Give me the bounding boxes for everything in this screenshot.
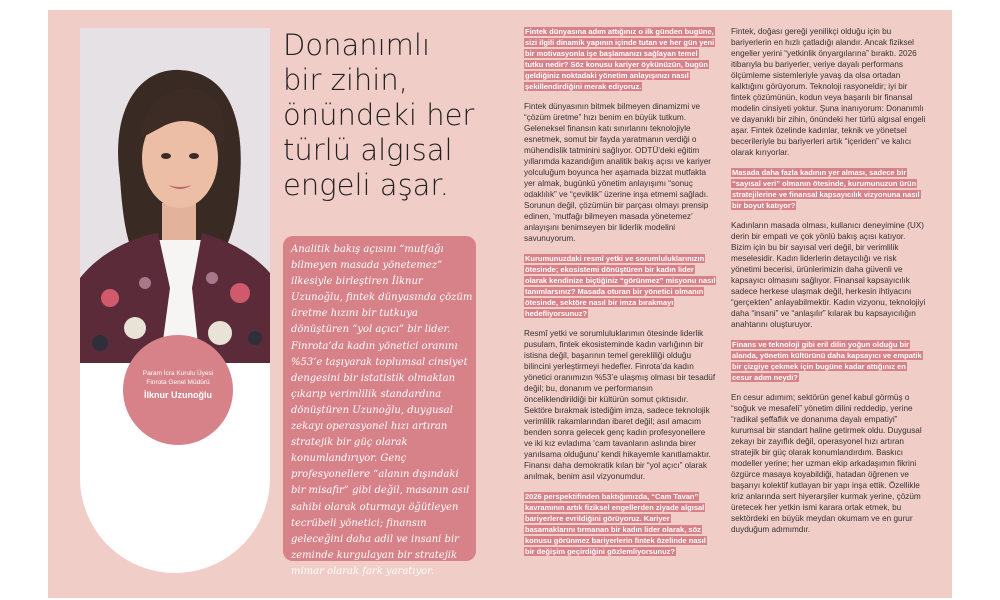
headline-line: engeli aşar. [283,168,449,202]
question-5: Finans ve teknoloji gibi eril dilin yoğun olduğu bir alanda, yönetim kültürünü daha kapsayıcı ve empatik bir çizgiye çekmek için bugüne kadar attığınız en cesur adım neydi? [732,340,922,382]
caption-role-line2: Finrota Genel Müdürü [146,379,210,386]
answer-2: Resmî yetki ve sorumluluklarımın ötesinde liderlik pusulam, fintek ekosisteminde kadın varlığının bir istisna değil, başarının temel gerekliliği olduğu bilincini yerleştirmeyi hedefler. Finrota’da kadın yönetici oranımızın %53’e ulaşmış olması bir tesadüf değil; bu, donanım ve performansın önceliklendirildiği bir kültürün somut çıktısıdır. Sektöre bırakmak istediğim imza, sadece teknolojik verimlilik rakamlarından ibaret değil; asıl amacım benden sonra gelecek genç kadın profesyonellere ve iki kız evladıma ‘cam tavanların aslında birer yanılsama olduğunu’ kendi hikayemle kanıtlamaktır. Finansı daha demokratik kılan bir “yol açıcı” olarak anılmak, benim asıl vizyonumdur. [524,329,716,481]
answer-1: Fintek dünyasının bitmek bilmeyen dinamizmi ve “çözüm üretme” hızı benim en büyük tutkum. Geleneksel finansın katı sınırlarını teknolojiyle esnetmek, somut bir fayda yaratmanın verdiği o mühendislik tatminini sağlıyor. ODTÜ’deki eğitim yıllarımda kazandığım analitik bakış açısı ve kariyer yolculuğum boyunca her aşamada bizzat mutfakta yer almak, bugünkü yönetim anlayışımı “sonuç odaklılık” ve “çeviklik” üzerine inşa etmemi sağladı. Sorunun değil, çözümün bir parçası olmayı prensip edinen, ‘mutfağı bilmeyen masada yönetemez’ anlayışını benimseyen bir liderlik modelini savunuyorum. [524,102,712,243]
question-2: Kurumunuzdaki resmî yetki ve sorumluluklarınızın ötesinde; ekosistemi dönüştüren bir kadın lider olarak kendinize biçtiğiniz “görünmez” misyonu nasıl tanımlarsınız? Masada oturan bir yönetici olmanın ötesinde, sektöre nasıl bir imza bırakmayı hedefliyorsunuz? [525,254,716,318]
portrait-card [80,28,270,573]
portrait-photo [80,28,270,363]
answer-3: Fintek, doğası gereği yenilikçi olduğu için bu bariyerlerin en hızlı çatladığı alandır. Ancak fiziksel engeller yerini “yetkinlik önyargılarına” bıraktı. 2026 itibarıyla bu bariyerler, veriye dayalı performans ölçümleme sistemleriyle yavaş da olsa ortadan kalktığını görüyorum. Teknoloji rasyoneldir; iyi bir fintek çözümünün, kodun veya başarılı bir finansal modelin cinsiyeti yoktur. Şuna inanıyorum: Donanımlı ve dayanıklı bir zihin, önündeki her türlü algısal engeli aşar. Fintek özelinde kadınlar, teknik ve yönetsel becerileriyle bu bariyerleri artık “içeriden” ve kalıcı olarak kırıyorlar. [731,27,926,157]
caption-badge [123,335,233,445]
headline-line: önündeki her [283,98,475,132]
question-3: 2026 perspektifinden baktığımızda, “Cam Tavan” kavramının artık fiziksel engellerden ziyade algısal bariyerlere evrildiğini görüyoruz. Kariyer basamaklarını tırmanan bir kadın lider olarak, söz konusu görünmez bariyerlerin fintek özelinde nasıl bir değişim geçirdiğini gözlemliyorsunuz? [525,492,706,556]
article-column-3 [731,26,926,544]
headline-line: Donanımlı [283,28,431,62]
intro-quote-text: Analitik bakış açısını “mutfağı bilmeyen masada yönetemez” ilkesiyle birleştiren İlknur Uzunoğlu, fintek dünyasında çözüm üretme hızını bir tutkuya dönüştüren “yol açıcı” bir lider. Finrota’da kadın yönetici oranını %53’e taşıyarak toplumsal cinsiyet dengesini bir istatistik olmaktan çıkarıp verimlilik standardına dönüştüren Uzunoğlu, duygusal zekayı operasyonel hızı artıran stratejik bir güç olarak konumlandırıyor. Genç profesyonellere “alanın dışındaki bir misafir” gibi değil, masanın asıl sahibi olarak oturmayı öğütleyen tecrübeli yönetici; finansın geleceğini daha adil ve insani bir zeminde kurgulayan bir stratejik mimar olarak fark yaratıyor. [291,244,473,577]
caption-role-line1: Param İcra Kurulu Üyesi [142,370,214,377]
caption-name: İlknur Uzunoğlu [144,390,212,400]
article-column-2 [524,26,716,566]
headline-line: türlü algısal [283,133,453,167]
headline-line: bir zihin, [283,63,408,97]
answer-4: Kadınların masada olması, kullanıcı deneyimine (UX) derin bir empati ve çok yönlü bakış açısı katıyor. Bizim için bu bir sayısal veri değil, bir verimlilik meselesidir. Kadın liderlerin detaycılığı ve risk yönetimi becerisi, ürünlerimizin daha güvenli ve kapsayıcı olmasını sağlıyor. Finansal kapsayıcılık sadece herkese ulaşmak değil, herkesin ihtiyacını “gerçekten” anlayabilmektir. Kadın vizyonu, teknolojiyi daha “insani” ve “anlaşılır” kılarak bu kapsayıcılığın anahtarını oluşturuyor. [731,221,926,329]
intro-quote-box [283,236,476,577]
headline [283,28,483,203]
question-1: Fintek dünyasına adım attığınız o ilk günden bugüne, sizi ilgili dinamik yapının içinde tutan ve her gün yeni bir motivasyonla işe başlamanızı sağlayan temel tutku nedir? Söz konusu kariyer öykünüzün, bugün geldiğiniz noktadaki yönetim anlayışınızı nasıl şekillendirdiğini merak ediyoruz. [525,27,715,91]
answer-5: En cesur adımım; sektörün genel kabul görmüş o “soğuk ve mesafeli” yönetim dilini reddedip, yerine “radikal şeffaflık ve donanıma dayalı empatiyi” kurumsal bir standart haline getirmek oldu. Duygusal zekayı bir zayıflık değil, operasyonel hızı artıran stratejik bir güç olarak konumlandırdım. Baskıcı modeller yerine; her uzman ekip arkadaşımın fikrini özgürce masaya koyabildiği, hatadan öğrenen ve başarıyı kolektif kutlayan bir yapı inşa ettik. Özellikle kriz anlarında sert hiyerarşiler kurmak yerine, çözüm üretecek her yetkin ismi karara ortak etmek, bu sektördeki en büyük meydan okumam ve en gurur duyduğum adımımdır. [731,393,922,534]
question-4: Masada daha fazla kadının yer alması, sadece bir “sayısal veri” olmanın ötesinde, kurumunuzun ürün stratejilerine ve finansal kapsayıcılık vizyonuna nasıl bir boyut katıyor? [732,168,920,210]
